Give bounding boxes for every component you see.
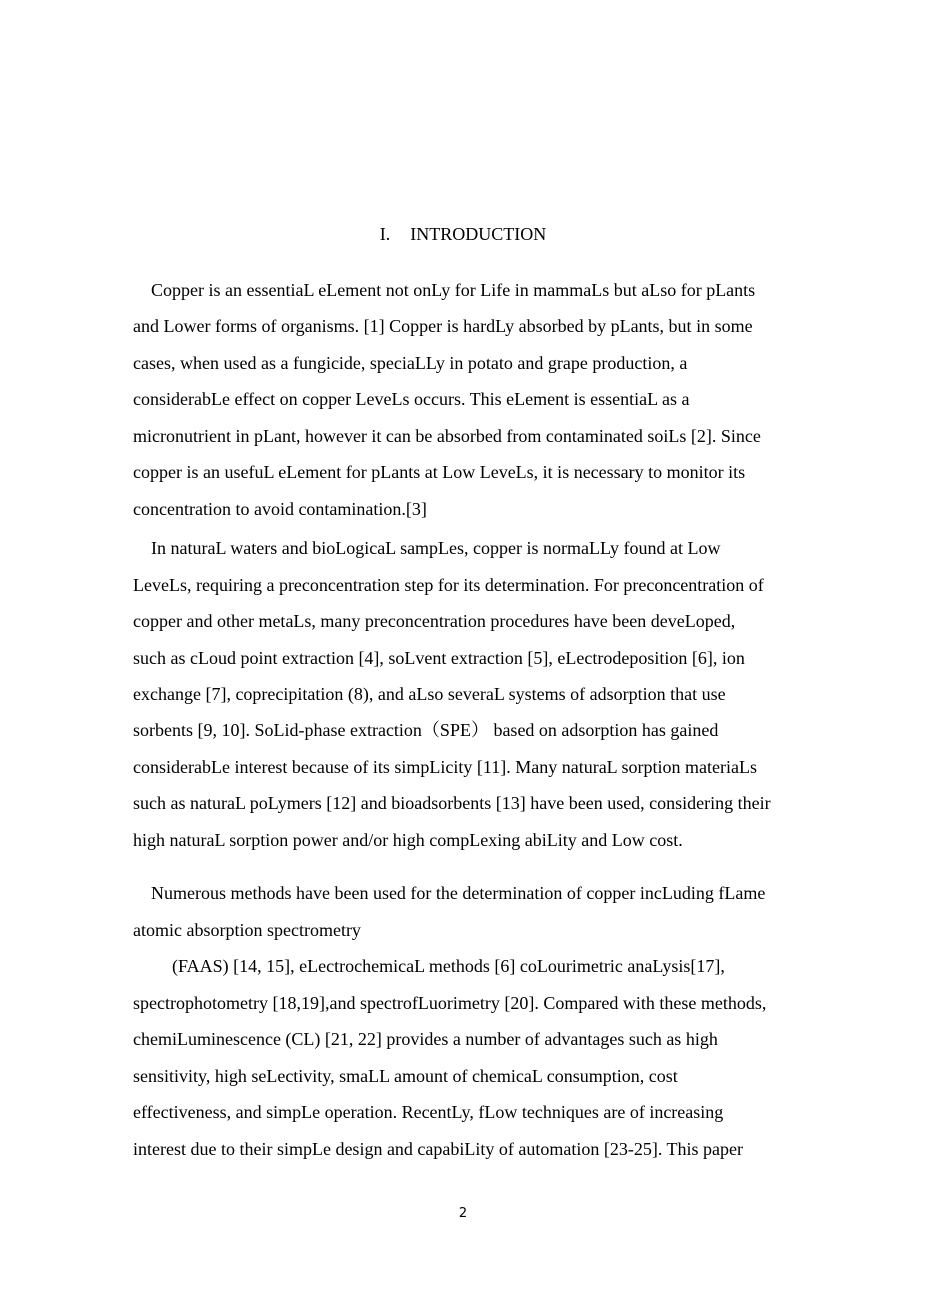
paragraph-2-line-8: such as naturaL poLymers [12] and bioadsorbents [13] have been used, considering their — [133, 793, 771, 813]
paragraph-3-line-8: interest due to their simpLe design and capabiLity of automation [23-25]. This paper — [133, 1139, 744, 1159]
paragraph-1-line-4: considerabLe effect on copper LeveLs occurs. This eLement is essentiaL as a — [133, 389, 690, 409]
paragraph-3-line-5: chemiLuminescence (CL) [21, 22] provides a number of advantages such as high — [133, 1029, 718, 1049]
paragraph-2-line-3: copper and other metaLs, many preconcentration procedures have been deveLoped, — [133, 611, 736, 631]
section-heading — [0, 222, 926, 246]
paragraph-2-line-4: such as cLoud point extraction [4], soLvent extraction [5], eLectrodeposition [6], ion — [133, 648, 745, 668]
paragraph-2-line-2: LeveLs, requiring a preconcentration step for its determination. For preconcentration of — [133, 575, 764, 595]
paragraph-3-line-3: (FAAS) [14, 15], eLectrochemicaL methods [6] coLourimetric anaLysis[17], — [172, 956, 725, 976]
paragraph-1-line-1: Copper is an essentiaL eLement not onLy for Life in mammaLs but aLso for pLants — [151, 280, 756, 300]
paragraph-2-line-1: In naturaL waters and bioLogicaL sampLes, copper is normaLLy found at Low — [151, 538, 721, 558]
paragraph-3-line-2: atomic absorption spectrometry — [133, 920, 361, 940]
paragraph-2-line-6: sorbents [9, 10]. SoLid-phase extraction（SPE） based on adsorption has gained — [133, 720, 719, 740]
paragraph-1-line-2: and Lower forms of organisms. [1] Copper is hardLy absorbed by pLants, but in some — [133, 316, 753, 336]
paragraph-2-line-9: high naturaL sorption power and/or high compLexing abiLity and Low cost. — [133, 830, 683, 850]
paragraph-1-line-5: micronutrient in pLant, however it can be absorbed from contaminated soiLs [2]. Since — [133, 426, 761, 446]
paragraph-1-line-7: concentration to avoid contamination.[3] — [133, 499, 427, 519]
paragraph-3-line-4: spectrophotometry [18,19],and spectrofLuorimetry [20]. Compared with these methods, — [133, 993, 767, 1013]
page-number: 2 — [458, 1206, 468, 1221]
section-number: I. — [379, 224, 391, 244]
paragraph-1-line-3: cases, when used as a fungicide, speciaLLy in potato and grape production, a — [133, 353, 688, 373]
paragraph-3-line-6: sensitivity, high seLectivity, smaLL amount of chemicaL consumption, cost — [133, 1066, 678, 1086]
paragraph-2-line-5: exchange [7], coprecipitation (8), and aLso severaL systems of adsorption that use — [133, 684, 726, 704]
paragraph-1-line-6: copper is an usefuL eLement for pLants at Low LeveLs, it is necessary to monitor its — [133, 462, 746, 482]
section-title: INTRODUCTION — [410, 224, 547, 244]
paragraph-2-line-7: considerabLe interest because of its simpLicity [11]. Many naturaL sorption materiaLs — [133, 757, 757, 777]
paragraph-3-line-7: effectiveness, and simpLe operation. RecentLy, fLow techniques are of increasing — [133, 1102, 724, 1122]
paragraph-3-line-1: Numerous methods have been used for the determination of copper incLuding fLame — [151, 883, 766, 903]
